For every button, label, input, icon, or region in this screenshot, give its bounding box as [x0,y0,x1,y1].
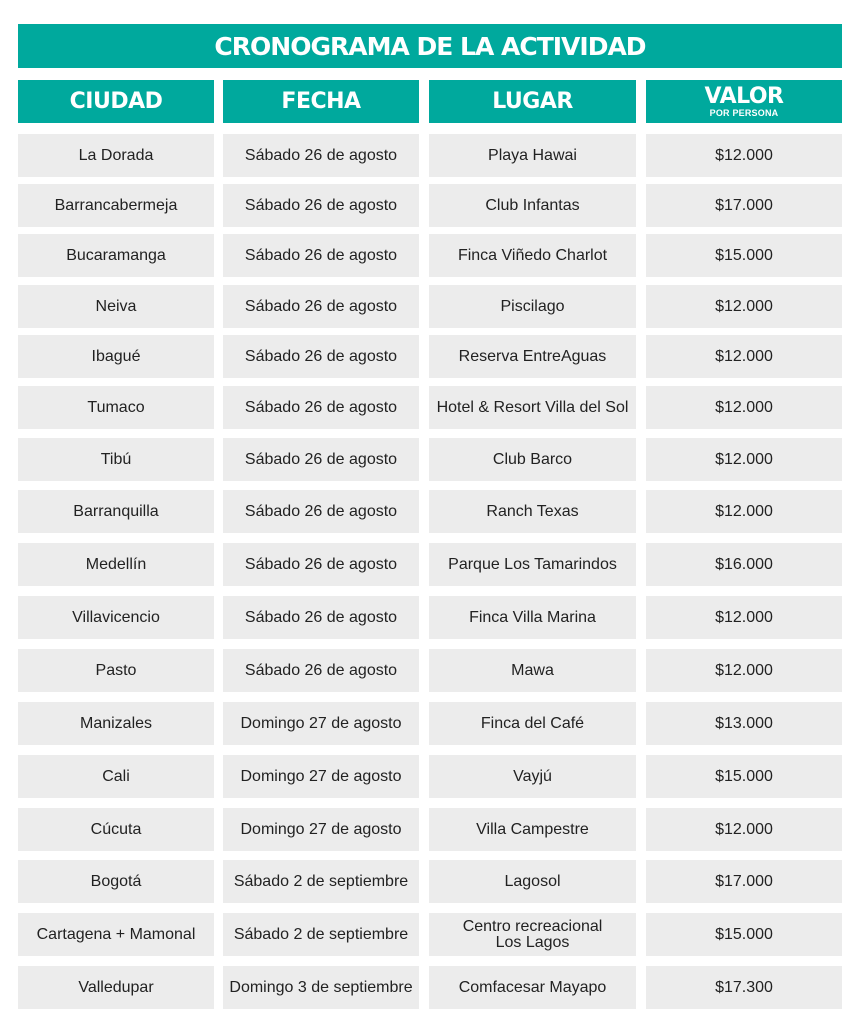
cell-valor [646,755,842,798]
cell-fecha-text: Sábado 26 de agosto [244,196,398,214]
cell-valor [646,543,842,586]
cell-fecha [223,184,419,227]
cell-valor-text: $12.000 [715,398,773,416]
cell-fecha [223,702,419,745]
cell-ciudad-text: Ibagué [91,347,141,365]
cell-fecha [223,386,419,429]
cell-lugar [429,808,636,851]
cell-valor [646,234,842,277]
cell-lugar-text: Finca Viñedo Charlot [457,246,608,264]
header-lugar-label: LUGAR [492,88,573,114]
cell-lugar [429,234,636,277]
cell-valor-text: $15.000 [715,767,773,785]
cell-fecha-text: Sábado 26 de agosto [244,246,398,264]
cell-lugar [429,386,636,429]
cell-ciudad [18,543,214,586]
cell-valor-text: $17.300 [715,978,773,996]
cell-fecha-text: Sábado 26 de agosto [244,608,398,626]
cell-ciudad [18,913,214,956]
cell-valor-text: $16.000 [715,555,773,573]
cell-lugar-text: Comfacesar Mayapo [458,978,607,996]
cell-fecha-text: Sábado 26 de agosto [244,297,398,315]
cell-valor [646,386,842,429]
cell-lugar-text: Villa Campestre [476,820,589,838]
cell-fecha [223,438,419,481]
cell-valor [646,490,842,533]
cell-lugar-text: Playa Hawai [488,146,577,164]
cell-fecha [223,134,419,177]
header-ciudad [18,80,214,123]
header-fecha [223,80,419,123]
cell-lugar [429,184,636,227]
cell-lugar [429,335,636,378]
cell-valor-text: $12.000 [715,450,773,468]
cell-lugar-text: Club Infantas [485,196,580,214]
cell-lugar [429,490,636,533]
header-fecha-label: FECHA [281,88,361,114]
cell-valor [646,596,842,639]
cell-valor [646,134,842,177]
cell-valor [646,860,842,903]
cell-valor-text: $12.000 [715,297,773,315]
cell-ciudad [18,966,214,1009]
cell-fecha-text: Sábado 26 de agosto [244,146,398,164]
cell-valor [646,913,842,956]
cell-lugar [429,966,636,1009]
cell-lugar-text: Finca del Café [480,714,585,732]
cell-ciudad-text: Medellín [85,555,147,573]
cell-ciudad [18,184,214,227]
cell-ciudad-text: Bogotá [90,872,142,890]
cell-fecha-text: Sábado 26 de agosto [244,555,398,573]
cell-fecha-text: Sábado 26 de agosto [244,661,398,679]
cell-ciudad [18,860,214,903]
header-ciudad-label: CIUDAD [69,88,163,114]
header-valor-label: VALOR [704,83,784,109]
cell-ciudad-text: Villavicencio [72,608,160,626]
cell-ciudad-text: Valledupar [78,978,154,996]
cell-lugar-text: Ranch Texas [486,502,579,520]
title-bar [18,24,842,68]
cell-fecha [223,335,419,378]
cell-fecha [223,490,419,533]
cell-lugar [429,285,636,328]
cell-lugar [429,543,636,586]
cell-fecha [223,596,419,639]
cell-ciudad [18,438,214,481]
cell-fecha [223,860,419,903]
cell-fecha-text: Domingo 27 de agosto [240,820,402,838]
cell-fecha [223,649,419,692]
page-title: CRONOGRAMA DE LA ACTIVIDAD [214,31,646,61]
cell-lugar [429,438,636,481]
cell-ciudad [18,596,214,639]
cell-ciudad-text: Tibú [100,450,132,468]
cell-fecha [223,808,419,851]
cell-lugar-text: Piscilago [500,297,565,315]
cell-valor-text: $12.000 [715,820,773,838]
cell-fecha [223,543,419,586]
cell-ciudad-text: Barranquilla [73,502,159,520]
cell-valor-text: $13.000 [715,714,773,732]
cell-ciudad [18,386,214,429]
cell-lugar [429,702,636,745]
cell-fecha-text: Sábado 2 de septiembre [233,925,409,943]
cell-valor-text: $15.000 [715,925,773,943]
cell-ciudad-text: Cartagena + Mamonal [36,925,196,943]
cell-lugar [429,134,636,177]
cell-ciudad [18,755,214,798]
cell-lugar [429,913,636,956]
cell-ciudad-text: Neiva [95,297,137,315]
cell-ciudad-text: Bucaramanga [66,246,166,264]
cell-ciudad-text: Pasto [95,661,137,679]
cell-ciudad-text: Barrancabermeja [54,196,178,214]
cell-lugar-text: Hotel & Resort Villa del Sol [436,398,629,416]
cell-valor [646,285,842,328]
header-lugar [429,80,636,123]
cell-fecha-text: Sábado 26 de agosto [244,398,398,416]
cell-valor [646,438,842,481]
cell-valor [646,335,842,378]
cell-valor [646,808,842,851]
cell-ciudad [18,490,214,533]
cell-ciudad [18,335,214,378]
cell-ciudad [18,285,214,328]
cell-valor-text: $12.000 [715,502,773,520]
cell-lugar [429,860,636,903]
cell-valor-text: $12.000 [715,146,773,164]
header-valor-sublabel: POR PERSONA [709,107,779,118]
cell-ciudad-text: Cali [102,767,130,785]
cell-valor-text: $17.000 [715,872,773,890]
header-valor [646,80,842,123]
cell-ciudad [18,808,214,851]
cell-valor [646,184,842,227]
cell-lugar-text: Vayjú [513,767,552,785]
cell-valor-text: $12.000 [715,608,773,626]
cell-fecha [223,234,419,277]
cell-fecha [223,755,419,798]
cell-valor-text: $12.000 [715,661,773,679]
cell-valor [646,702,842,745]
cell-lugar-text: Reserva EntreAguas [458,347,607,365]
cell-ciudad [18,649,214,692]
cell-fecha-text: Domingo 27 de agosto [240,767,402,785]
cell-ciudad-text: La Dorada [78,146,154,164]
cell-fecha-text: Domingo 3 de septiembre [229,978,413,996]
cell-fecha [223,913,419,956]
cell-valor [646,966,842,1009]
cell-lugar-text: Centro recreacional Los Lagos [462,917,603,951]
cell-lugar-text: Mawa [511,661,554,679]
cell-ciudad [18,134,214,177]
cell-lugar-text: Parque Los Tamarindos [448,555,617,573]
cell-valor [646,649,842,692]
cell-ciudad [18,702,214,745]
cell-fecha-text: Sábado 2 de septiembre [233,872,409,890]
cell-lugar [429,596,636,639]
cell-ciudad [18,234,214,277]
cell-valor-text: $12.000 [715,347,773,365]
cell-ciudad-text: Manizales [79,714,153,732]
cell-fecha [223,285,419,328]
cell-lugar-text: Lagosol [504,872,561,890]
cell-fecha-text: Sábado 26 de agosto [244,450,398,468]
cell-fecha [223,966,419,1009]
cell-ciudad-text: Tumaco [87,398,145,416]
cell-lugar [429,649,636,692]
cell-fecha-text: Sábado 26 de agosto [244,502,398,520]
cell-fecha-text: Domingo 27 de agosto [240,714,402,732]
cell-valor-text: $15.000 [715,246,773,264]
cell-fecha-text: Sábado 26 de agosto [244,347,398,365]
cell-lugar [429,755,636,798]
cell-valor-text: $17.000 [715,196,773,214]
cell-lugar-text: Club Barco [492,450,573,468]
cell-lugar-text: Finca Villa Marina [469,608,596,626]
cell-ciudad-text: Cúcuta [90,820,142,838]
